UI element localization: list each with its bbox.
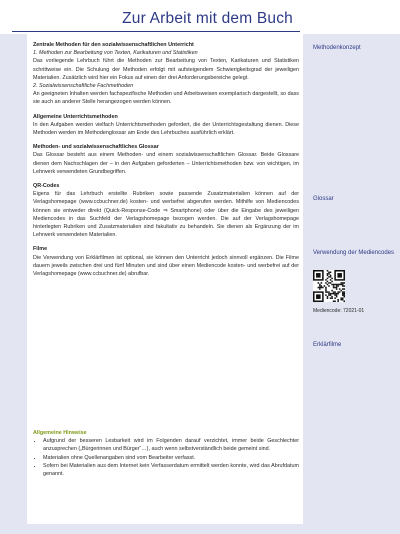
hint-item: • Aufgrund der besseren Lesbarkeit wird im Folgenden darauf verzichtet, immer beide Geschlechter anzusprechen („Bürgerinnen und Bürger“…), auch wenn selbstverständlich beide gemeint sind. [43,437,299,453]
main-content [27,34,303,524]
paragraph: In den Aufgaben werden vielfach Unterrichtsmethoden gefordert, die der Unterrichtsgestaltung dienen. Diese Methoden werden im Methodenglossar am Ende des Lehrbuches ausführlich erklärt. [33,121,299,137]
hints-title: Allgemeine Hinweise [33,430,87,436]
section [33,245,299,278]
margin-label-mediencodes: Verwendung der Mediencodes [313,250,395,256]
subsection-title: 2. Sozialwissenschaftliche Fachmethoden [33,83,134,90]
hints-list [33,437,299,478]
section-title: Zentrale Methoden für den sozialwissenschaftlichen Unterricht [33,42,194,48]
subsection-title: 1. Methoden zur Bearbeitung von Texten, Karikaturen und Statistiken [33,50,198,57]
sections [33,41,299,278]
paragraph: An geeigneten Inhalten werden fachspezifische Methoden und Arbeitsweisen exemplarisch dargestellt, so dass sie auch an anderer Stelle herangezogen werden können. [33,91,299,106]
margin-label-methodenkonzept: Methodenkonzept [313,45,361,51]
qr-code-icon[interactable] [313,270,345,302]
section [33,113,299,138]
title-bar [0,0,400,34]
title-rule [12,31,300,32]
margin-label-glossar: Glossar [313,196,334,202]
mediencode-caption: Mediencode: 72021-01 [313,308,365,314]
paragraph: Eigens für das Lehrbuch erstellte Rubriken sowie passende Zusatzmaterialien können auf der Verlagshomepage (www.ccbuchner.de) kosten- und werbefrei abgerufen werden. Mithilfe von Mediencodes können sie entweder direkt (Quick-Response-Code ⇒ Smartphone) oder über die Eingabe des jeweiligen Mediencodes in das Suchfeld der Verlagshomepage bezogen werden. Die auf der Verlagshomepage hinterlegten Rubriken und Zusatzmaterialien sind fakultativ zu behandeln. Sie dienen als Ergänzung der im Lehrwerk verwendeten Materialien. [33,191,299,239]
section [33,143,299,176]
page-title: Zur Arbeit mit dem Buch [122,10,293,27]
section-title: Methoden- und sozialwissenschaftliches Glossar [33,144,159,151]
section-title: Filme [33,246,48,253]
margin-label-erklaerfilme: Erklärfilme [313,342,342,348]
paragraph: Das Glossar besteht aus einem Methoden- und einem sozialwissenschaftlichen Glossar. Beide Glossare dienen dem Nachschlagen der – in den Aufgaben geforderten – Unterrichtsmethoden bzw. von wichtigen, im Lehrwerk verwendeten Grundbegriffen. [33,152,299,175]
paragraph: Das vorliegende Lehrbuch führt die Methoden zur Bearbeitung von Texten, Karikaturen und Statistiken schrittweise ein. Die Schulung der Methoden erfolgt mit aufsteigendem Schwierigkeitsgrad der jeweiligen Materialien. Zusätzlich wird hier ein Fokus auf einen der drei Anforderungsbereiche gelegt. [33,58,299,81]
hint-item: • Sofern bei Materialien aus dem Internet kein Verfasserdatum ermittelt werden konnte, wird das Abrufdatum genannt. [43,462,299,478]
hints-box [33,429,299,478]
hint-item: • Materialien ohne Quellenangaben sind vom Bearbeiter verfasst. [43,454,299,462]
section-title: QR-Codes [33,183,60,190]
section-title: Allgemeine Unterrichtsmethoden [33,113,118,120]
section [33,182,299,239]
section [33,41,299,107]
paragraph: Die Verwendung von Erklärfilmen ist optional, sie können den Unterricht jedoch sinnvoll ergänzen. Die Filme dauern jeweils zwischen drei und fünf Minuten und sind über einen Mediencode kosten- und werbefrei auf der Verlagshomepage (www.ccbuchner.de) abrufbar. [33,254,299,278]
